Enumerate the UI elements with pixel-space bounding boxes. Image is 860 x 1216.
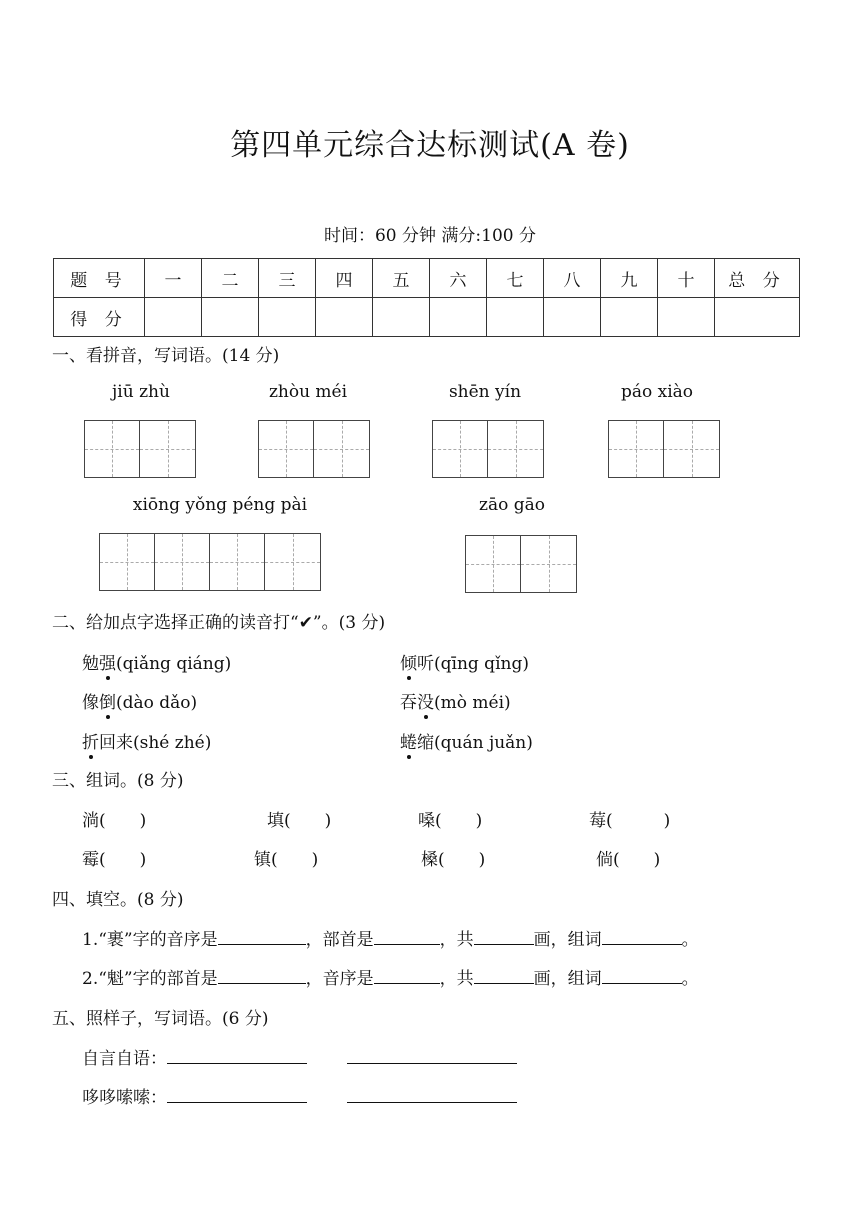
answer-blank[interactable] xyxy=(218,967,306,984)
word-part: 勉 xyxy=(82,654,99,674)
pinyin-label: jiū zhù xyxy=(112,382,170,402)
exam-meta: 时间：60 分钟 满分:100 分 xyxy=(323,226,537,246)
word-part: 听 xyxy=(417,654,434,674)
col-header: 三 xyxy=(259,259,316,298)
question-text: ，共 xyxy=(439,969,474,989)
answer-blank[interactable] xyxy=(167,1047,307,1064)
section-2-heading: 二、给加点字选择正确的读音打“✔”。(3 分) xyxy=(52,613,386,633)
answer-blank[interactable] xyxy=(347,1047,517,1064)
score-cell-total[interactable] xyxy=(715,298,800,337)
pinyin-options: (quán juǎn) xyxy=(434,733,533,753)
pronunciation-item[interactable] xyxy=(82,728,211,753)
section-3-heading: 三、组词。(8 分) xyxy=(52,771,184,791)
question-text: 1.“裹”字的音序是 xyxy=(82,930,218,950)
question-text: 画，组词 xyxy=(533,969,602,989)
pinyin-options: (qiǎng qiáng) xyxy=(116,654,232,674)
pinyin-label: xiōng yǒng péng pài xyxy=(132,495,308,515)
score-cell[interactable] xyxy=(259,298,316,337)
writing-grid[interactable] xyxy=(432,420,544,478)
dotted-char: 倒 xyxy=(99,693,116,713)
dotted-char: 强 xyxy=(99,654,116,674)
writing-grid[interactable] xyxy=(608,420,720,478)
writing-grid[interactable] xyxy=(84,420,196,478)
score-cell[interactable] xyxy=(145,298,202,337)
word-blank[interactable]: 倘( ) xyxy=(596,850,661,870)
word-part: 像 xyxy=(82,693,99,713)
question-text: ，共 xyxy=(439,930,474,950)
question-text: 。 xyxy=(681,930,699,950)
col-header: 一 xyxy=(145,259,202,298)
answer-blank[interactable] xyxy=(474,928,534,945)
fill-question-1 xyxy=(82,925,699,950)
answer-blank[interactable] xyxy=(374,967,440,984)
word-blank[interactable]: 嗓( ) xyxy=(418,811,483,831)
answer-blank[interactable] xyxy=(602,967,682,984)
score-table xyxy=(53,258,800,337)
pinyin-options: (mò méi) xyxy=(434,693,511,713)
pinyin-label: zhòu méi xyxy=(268,382,348,402)
pronunciation-item[interactable] xyxy=(400,688,511,713)
pinyin-options: (shé zhé) xyxy=(133,733,212,753)
word-part: 回来 xyxy=(99,733,133,753)
writing-grid[interactable] xyxy=(258,420,370,478)
question-text: ，音序是 xyxy=(305,969,374,989)
answer-blank[interactable] xyxy=(167,1086,307,1103)
answer-blank[interactable] xyxy=(602,928,682,945)
section-4-heading: 四、填空。(8 分) xyxy=(52,890,184,910)
answer-blank[interactable] xyxy=(374,928,440,945)
word-blank[interactable]: 莓( ) xyxy=(589,811,671,831)
score-cell[interactable] xyxy=(430,298,487,337)
pronunciation-item[interactable] xyxy=(400,728,533,753)
col-header: 二 xyxy=(202,259,259,298)
col-header-total: 总 分 xyxy=(715,259,800,298)
word-blank[interactable]: 镇( ) xyxy=(254,850,319,870)
pronunciation-item[interactable] xyxy=(400,649,529,674)
dotted-char: 蜷 xyxy=(400,733,417,753)
col-header: 六 xyxy=(430,259,487,298)
row-label-question: 题 号 xyxy=(54,259,145,298)
question-text: 。 xyxy=(681,969,699,989)
example-item xyxy=(82,1083,517,1108)
word-part: 缩 xyxy=(417,733,434,753)
writing-grid[interactable] xyxy=(99,533,321,591)
row-label-score: 得 分 xyxy=(54,298,145,337)
writing-grid[interactable] xyxy=(465,535,577,593)
example-item xyxy=(82,1044,517,1069)
word-blank[interactable]: 填( ) xyxy=(267,811,332,831)
pinyin-options: (qīng qǐng) xyxy=(434,654,529,674)
pinyin-label: zāo gāo xyxy=(479,495,545,515)
score-cell[interactable] xyxy=(202,298,259,337)
pronunciation-item[interactable] xyxy=(82,688,197,713)
word-blank[interactable]: 霉( ) xyxy=(82,850,147,870)
pinyin-options: (dào dǎo) xyxy=(116,693,198,713)
score-cell[interactable] xyxy=(601,298,658,337)
example-word: 哆哆嗦嗦： xyxy=(82,1088,167,1108)
word-blank[interactable]: 槡( ) xyxy=(421,850,486,870)
section-5-heading: 五、照样子，写词语。(6 分) xyxy=(52,1009,269,1029)
word-blank[interactable]: 淌( ) xyxy=(82,811,147,831)
section-1-heading: 一、看拼音，写词语。(14 分) xyxy=(52,346,280,366)
col-header: 七 xyxy=(487,259,544,298)
dotted-char: 倾 xyxy=(400,654,417,674)
dotted-char: 折 xyxy=(82,733,99,753)
table-row xyxy=(54,298,800,337)
word-part: 吞 xyxy=(400,693,417,713)
col-header: 九 xyxy=(601,259,658,298)
score-cell[interactable] xyxy=(487,298,544,337)
score-cell[interactable] xyxy=(544,298,601,337)
fill-question-2 xyxy=(82,964,699,989)
example-word: 自言自语： xyxy=(82,1049,167,1069)
col-header: 五 xyxy=(373,259,430,298)
question-text: 画，组词 xyxy=(533,930,602,950)
table-row xyxy=(54,259,800,298)
page-title: 第四单元综合达标测试(A 卷) xyxy=(230,128,630,163)
score-cell[interactable] xyxy=(373,298,430,337)
answer-blank[interactable] xyxy=(218,928,306,945)
pinyin-label: páo xiào xyxy=(620,382,694,402)
col-header: 八 xyxy=(544,259,601,298)
question-text: 2.“魁”字的部首是 xyxy=(82,969,218,989)
answer-blank[interactable] xyxy=(347,1086,517,1103)
pronunciation-item[interactable] xyxy=(82,649,231,674)
col-header: 十 xyxy=(658,259,715,298)
answer-blank[interactable] xyxy=(474,967,534,984)
question-text: ，部首是 xyxy=(305,930,374,950)
score-cell[interactable] xyxy=(658,298,715,337)
dotted-char: 没 xyxy=(417,693,434,713)
pinyin-label: shēn yín xyxy=(448,382,522,402)
col-header: 四 xyxy=(316,259,373,298)
score-cell[interactable] xyxy=(316,298,373,337)
